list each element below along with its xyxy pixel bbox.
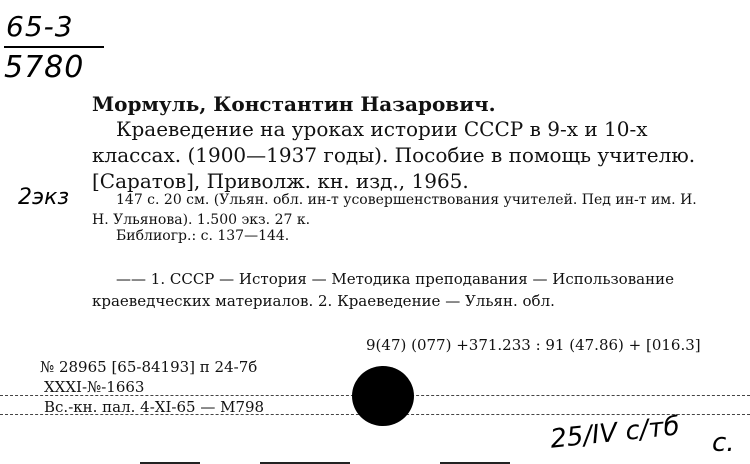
handwritten-accession-number: 5780 xyxy=(4,50,85,85)
record-author: Мормуль, Константин Назарович. xyxy=(92,92,496,116)
udc-classification: 9(47) (077) +371.233 : 91 (47.86) + [016.3] xyxy=(366,336,701,354)
handwritten-copies: 2экз xyxy=(18,185,70,210)
record-title: Краеведение на уроках истории СССР в 9-х и 10-х классах. (1900—1937 годы). Пособие в помощь учителю. [Саратов], Приволж. кн. изд., 1965. xyxy=(92,117,696,193)
subjects-text: 1. СССР — История — Методика преподавания — Использование краеведческих материалов. 2. Краеведение — Ульян. обл. xyxy=(92,270,674,310)
card-number: № 28965 [65-84193] п 24-7б xyxy=(40,358,258,376)
record-bibliography: Библиогр.: с. 137—144. xyxy=(116,228,290,244)
record-subjects xyxy=(92,268,712,312)
subjects-prefix: —— xyxy=(116,270,146,288)
ink-blot xyxy=(352,366,414,426)
handwritten-shelf-mark: 65-3 xyxy=(6,10,74,43)
handwritten-underline xyxy=(4,46,104,48)
record-physical-description: 147 с. 20 см. (Ульян. обл. ин-т усовершенствования учителей. Пед ин-т им. И. Н. Ульянова). 1.500 экз. 27 к. xyxy=(92,192,697,228)
handwritten-bottom-note: 25/IV с/тб xyxy=(548,411,682,455)
handwritten-corner-mark: с. xyxy=(712,428,735,458)
printer-line: Вс.-кн. пал. 4-XI-65 — М798 xyxy=(44,398,265,416)
print-number: XXXI-№-1663 xyxy=(44,378,145,396)
